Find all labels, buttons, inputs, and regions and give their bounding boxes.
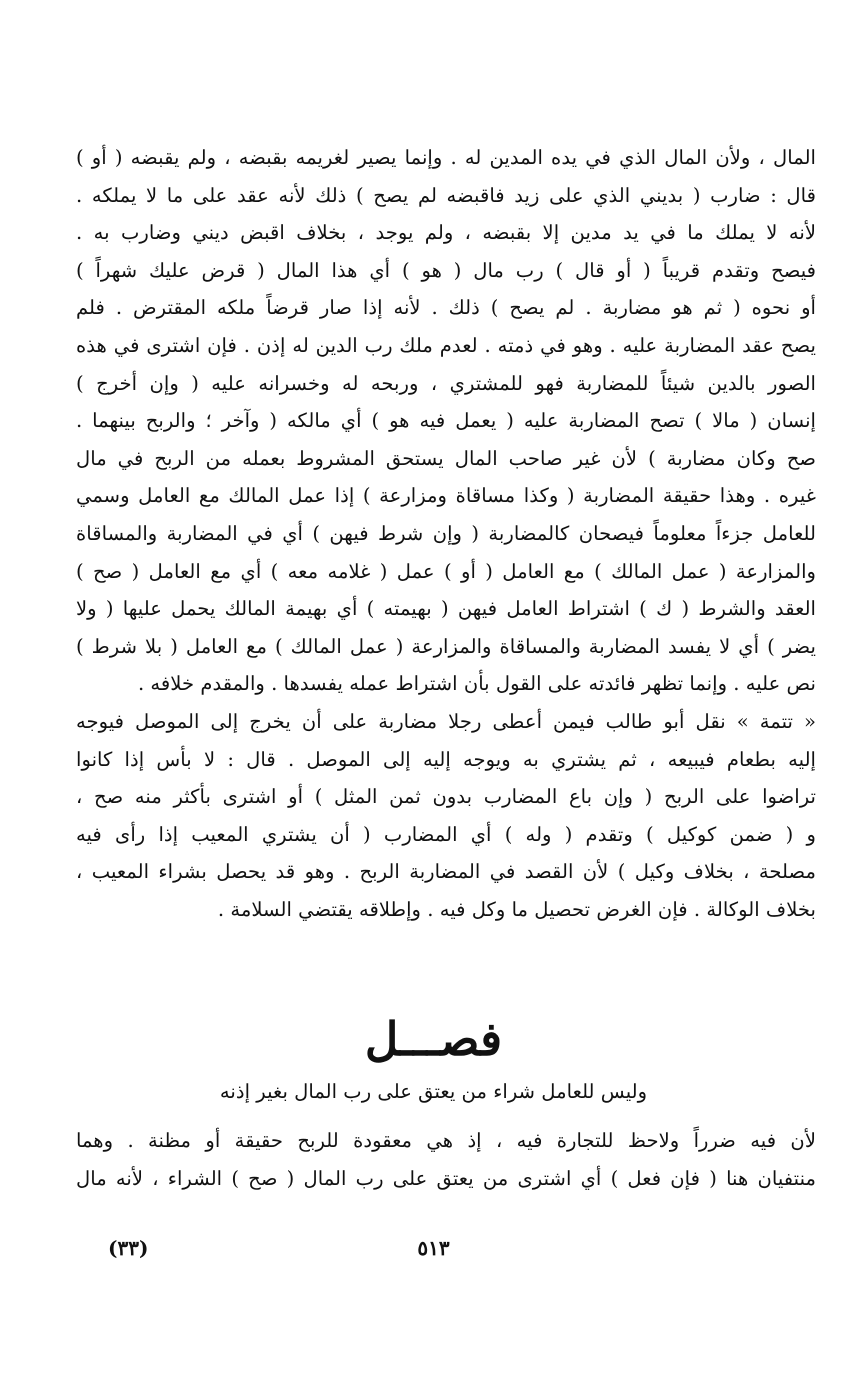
volume-number: (٣٣) <box>108 1236 149 1260</box>
main-text-block <box>76 139 816 928</box>
text-line: منتفيان هنا ( فإن فعل ) أي اشترى من يعتق على رب المال ( صح ) الشراء ، لأنه مال <box>76 1166 816 1190</box>
text-line: صح وكان مضاربة ) لأن غير صاحب المال يستحق المشروط بعمله من الربح في مال <box>76 446 816 470</box>
text-line: إليه بطعام فيبيعه ، ثم يشتري به ويوجه إليه إلى الموصل . قال : لا بأس إذا كانوا <box>76 747 816 771</box>
text-line: لأن فيه ضرراً ولاحظ للتجارة فيه ، إذ هي معقودة للربح حقيقة أو مظنة . وهما <box>76 1129 816 1152</box>
text-line: بخلاف الوكالة . فإن الغرض تحصيل ما وكل فيه . وإطلاقه يقتضي السلامة . <box>217 897 816 921</box>
section-subheading: وليس للعامل شراء من يعتق على رب المال بغير إذنه <box>219 1080 648 1103</box>
page-number: ٥١٣ <box>417 1236 450 1260</box>
text-line: والمزارعة ( عمل المالك ) مع العامل ( أو ) عمل ( غلامه معه ) أي مع العامل ( صح ) <box>76 559 816 583</box>
text-line: مصلحة ، بخلاف وكيل ) لأن القصد في المضاربة الربح . وهو قد يحصل بشراء المعيب ، <box>76 860 816 884</box>
text-line: للعامل جزءاً معلوماً فيصحان كالمضاربة ( وإن شرط فيهن ) أي في المضاربة والمساقاة <box>76 521 816 545</box>
text-line: لأنه لا يملك ما في يد مدين إلا بقبضه ، ولم يوجد ، بخلاف اقبض ديني وضارب به . <box>76 221 816 245</box>
text-line: الصور بالدين شيئاً للمضاربة فهو للمشتري ، وربحه له وخسرانه عليه ( وإن أخرج ) <box>76 371 816 395</box>
text-line: المال ، ولأن المال الذي في يده المدين له . وإنما يصير لغريمه بقبضه ، ولم يقبضه ( أو ) <box>76 146 816 169</box>
text-line: يضر ) أي لا يفسد المضاربة والمساقاة والمزارعة ( عمل المالك ) مع العامل ( بلا شرط ) <box>76 634 816 658</box>
text-line: « تتمة » نقل أبو طالب فيمن أعطى رجلا مضاربة على أن يخرج إلى الموصل فيوجه <box>76 709 816 733</box>
text-line: و ( ضمن كوكيل ) وتقدم ( وله ) أي المضارب ( أن يشتري المعيب إذا رأى فيه <box>76 822 816 846</box>
text-line: يصح عقد المضاربة عليه . وهو في ذمته . لعدم ملك رب الدين له إذن . فإن اشترى في هذه <box>76 333 816 357</box>
section-text-block <box>76 1122 816 1197</box>
text-line: غيره . وهذا حقيقة المضاربة ( وكذا مساقاة ومزارعة ) إذا عمل المالك مع العامل وسمي <box>76 484 816 508</box>
text-line: قال : ضارب ( بديني الذي على زيد فاقبضه لم يصح ) ذلك لأنه عقد على ما لا يملكه . <box>76 183 816 207</box>
section-heading: فصـــل <box>364 1012 503 1066</box>
text-line: إنسان ( مالا ) تصح المضاربة عليه ( يعمل فيه هو ) أي مالكه ( وآخر ؛ والربح بينهما . <box>76 409 816 433</box>
text-line: العقد والشرط ( ك ) اشتراط العامل فيهن ( بهيمته ) أي بهيمة المالك يحمل عليها ( ولا <box>76 597 816 621</box>
text-line: نص عليه . وإنما تظهر فائدته على القول بأن اشتراط عمله يفسدها . والمقدم خلافه . <box>137 672 816 696</box>
text-line: فيصح وتقدم قريباً ( أو قال ) رب مال ( هو ) أي هذا المال ( قرض عليك شهراً ) <box>76 258 816 282</box>
text-line: تراضوا على الربح ( وإن باع المضارب بدون ثمن المثل ) أو اشترى بأكثر منه صح ، <box>76 785 816 809</box>
text-line: أو نحوه ( ثم هو مضاربة . لم يصح ) ذلك . لأنه إذا صار قرضاً ملكه المقترض . فلم <box>76 296 816 320</box>
